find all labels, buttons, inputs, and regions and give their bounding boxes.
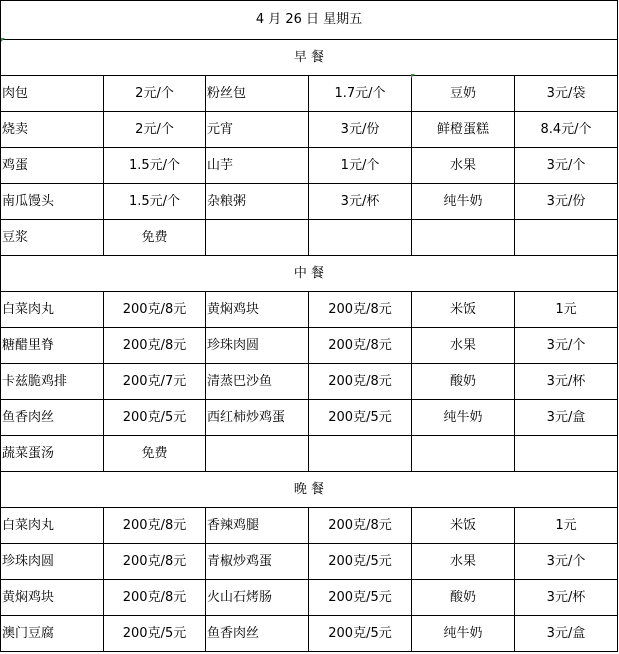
dish-name-cell: 米饭 (412, 508, 515, 544)
price-cell: 1元/个 (309, 148, 412, 184)
dish-name-cell: 纯牛奶 (412, 400, 515, 436)
menu-table-body (1, 1, 618, 652)
price-cell: 3元/杯 (309, 184, 412, 220)
price-cell: 3元/杯 (515, 580, 618, 616)
price-cell: 2元/个 (104, 112, 206, 148)
dish-name-cell: 水果 (412, 148, 515, 184)
price-cell: 200克/8元 (309, 364, 412, 400)
price-cell: 200克/8元 (104, 544, 206, 580)
table-row (1, 616, 618, 652)
dish-name-cell: 烧卖 (1, 112, 104, 148)
dish-name-cell: 香辣鸡腿 (206, 508, 309, 544)
table-row (1, 184, 618, 220)
dish-name-cell: 鱼香肉丝 (1, 400, 104, 436)
dish-name-cell: 黄焖鸡块 (206, 292, 309, 328)
section-header-row (1, 40, 618, 76)
price-cell: 200克/8元 (104, 292, 206, 328)
price-cell: 免费 (104, 436, 206, 472)
table-row (1, 328, 618, 364)
table-row (1, 76, 618, 112)
dish-name-cell: 卡兹脆鸡排 (1, 364, 104, 400)
dish-name-cell: 肉包 (1, 76, 104, 112)
section-header-row (1, 472, 618, 508)
price-cell: 3元/个 (515, 328, 618, 364)
dish-name-cell: 酸奶 (412, 580, 515, 616)
dish-name-cell: 水果 (412, 544, 515, 580)
price-cell: 3元/份 (309, 112, 412, 148)
price-cell: 200克/5元 (309, 544, 412, 580)
price-cell: 200克/8元 (309, 508, 412, 544)
dish-name-cell: 西红柿炒鸡蛋 (206, 400, 309, 436)
dish-name-cell: 蔬菜蛋汤 (1, 436, 104, 472)
dish-name-cell: 粉丝包 (206, 76, 309, 112)
table-row (1, 364, 618, 400)
price-cell (515, 220, 618, 256)
dish-name-cell: 白菜肉丸 (1, 508, 104, 544)
dish-name-cell: 纯牛奶 (412, 616, 515, 652)
dish-name-cell: 鸡蛋 (1, 148, 104, 184)
dish-name-cell: 黄焖鸡块 (1, 580, 104, 616)
price-cell: 200克/5元 (309, 616, 412, 652)
price-cell: 1元 (515, 508, 618, 544)
dish-name-cell: 白菜肉丸 (1, 292, 104, 328)
dish-name-cell (206, 436, 309, 472)
table-row (1, 544, 618, 580)
price-cell: 200克/5元 (104, 616, 206, 652)
dish-name-cell: 南瓜馒头 (1, 184, 104, 220)
cell-comment-marker (1, 38, 5, 42)
section-title: 晚 餐 (1, 472, 618, 508)
price-cell: 8.4元/个 (515, 112, 618, 148)
price-cell: 200克/5元 (309, 400, 412, 436)
price-cell (515, 436, 618, 472)
date-title: 4 月 26 日 星期五 (1, 1, 618, 40)
price-cell: 200克/8元 (104, 508, 206, 544)
cell-comment-marker (411, 74, 415, 78)
price-cell: 1.5元/个 (104, 184, 206, 220)
price-cell: 200克/8元 (104, 580, 206, 616)
table-row (1, 436, 618, 472)
price-cell: 3元/盒 (515, 400, 618, 436)
dish-name-cell: 豆浆 (1, 220, 104, 256)
section-title: 中 餐 (1, 256, 618, 292)
price-cell: 免费 (104, 220, 206, 256)
price-cell: 1.7元/个 (309, 76, 412, 112)
price-cell: 3元/杯 (515, 364, 618, 400)
dish-name-cell (412, 436, 515, 472)
dish-name-cell: 酸奶 (412, 364, 515, 400)
price-cell: 3元/袋 (515, 76, 618, 112)
price-cell: 200克/5元 (104, 400, 206, 436)
section-title: 早 餐 (1, 40, 618, 76)
section-header-row (1, 256, 618, 292)
dish-name-cell: 山芋 (206, 148, 309, 184)
price-cell: 3元/个 (515, 544, 618, 580)
dish-name-cell: 珍珠肉圆 (206, 328, 309, 364)
table-row (1, 400, 618, 436)
dish-name-cell (206, 220, 309, 256)
price-cell: 1.5元/个 (104, 148, 206, 184)
price-cell: 200克/8元 (309, 292, 412, 328)
dish-name-cell: 水果 (412, 328, 515, 364)
dish-name-cell: 米饭 (412, 292, 515, 328)
table-row (1, 220, 618, 256)
dish-name-cell: 豆奶 (412, 76, 515, 112)
price-cell: 2元/个 (104, 76, 206, 112)
price-cell: 200克/8元 (104, 328, 206, 364)
table-row (1, 112, 618, 148)
dish-name-cell: 珍珠肉圆 (1, 544, 104, 580)
date-title-row (1, 1, 618, 40)
price-cell: 200克/7元 (104, 364, 206, 400)
price-cell: 3元/盒 (515, 616, 618, 652)
dish-name-cell: 鲜橙蛋糕 (412, 112, 515, 148)
price-cell: 3元/份 (515, 184, 618, 220)
dish-name-cell: 火山石烤肠 (206, 580, 309, 616)
dish-name-cell: 元宵 (206, 112, 309, 148)
price-cell: 1元 (515, 292, 618, 328)
dish-name-cell: 纯牛奶 (412, 184, 515, 220)
price-cell: 3元/个 (515, 148, 618, 184)
dish-name-cell: 清蒸巴沙鱼 (206, 364, 309, 400)
table-row (1, 292, 618, 328)
table-row (1, 148, 618, 184)
table-row (1, 508, 618, 544)
table-row (1, 580, 618, 616)
dish-name-cell: 鱼香肉丝 (206, 616, 309, 652)
dish-name-cell: 糖醋里脊 (1, 328, 104, 364)
dish-name-cell: 澳门豆腐 (1, 616, 104, 652)
dish-name-cell (412, 220, 515, 256)
price-cell: 200克/8元 (309, 328, 412, 364)
price-cell (309, 436, 412, 472)
dish-name-cell: 杂粮粥 (206, 184, 309, 220)
price-cell (309, 220, 412, 256)
price-cell: 200克/5元 (309, 580, 412, 616)
dish-name-cell: 青椒炒鸡蛋 (206, 544, 309, 580)
